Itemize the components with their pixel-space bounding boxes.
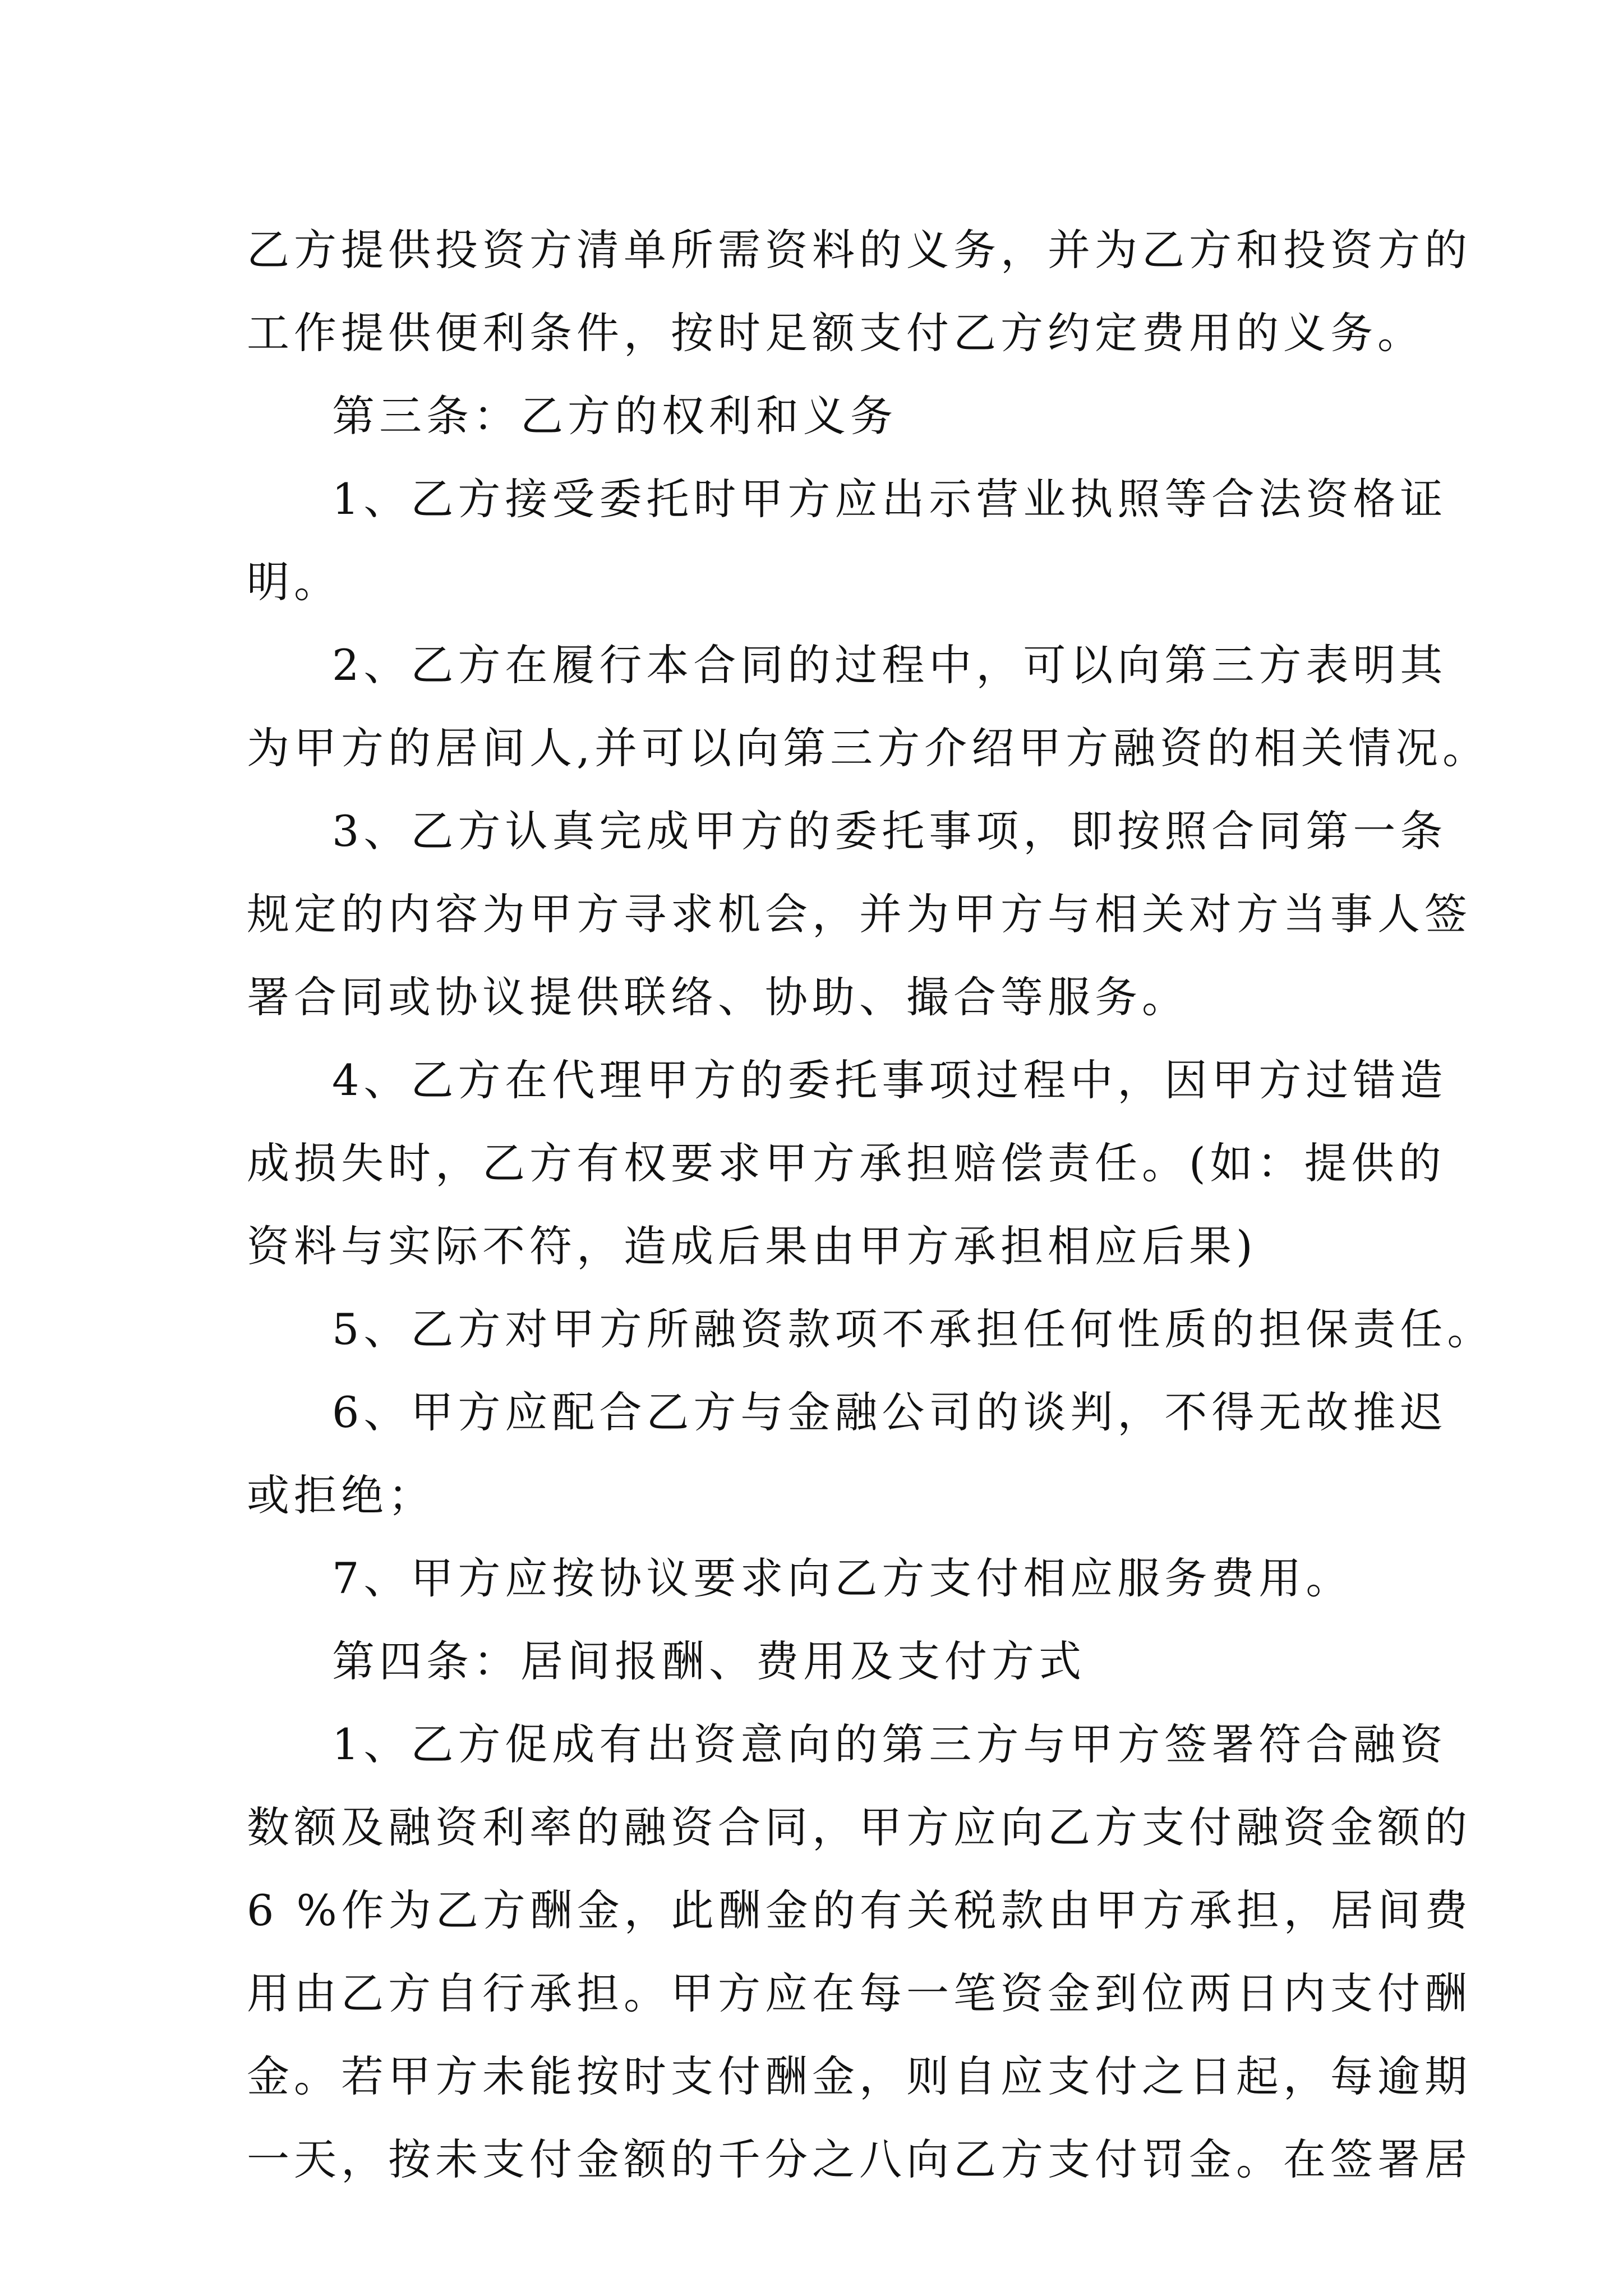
- text-line: 6 %作为乙方酬金，此酬金的有关税款由甲方承担，居间费: [247, 1885, 1472, 1935]
- text-line: 数额及融资利率的融资合同，甲方应向乙方支付融资金额的: [247, 1802, 1472, 1852]
- text-line: 或拒绝；: [247, 1470, 435, 1520]
- text-line: 工作提供便利条件，按时足额支付乙方约定费用的义务。: [247, 308, 1424, 358]
- text-line: 乙方提供投资方清单所需资料的义务，并为乙方和投资方的: [247, 225, 1472, 275]
- article-3-heading: 第三条：乙方的权利和义务: [332, 391, 897, 441]
- text-line: 规定的内容为甲方寻求机会，并为甲方与相关对方当事人签: [247, 889, 1472, 939]
- text-line: 5、乙方对甲方所融资款项不承担任何性质的担保责任。: [332, 1304, 1495, 1354]
- text-line: 1、乙方接受委托时甲方应出示营业执照等合法资格证: [332, 474, 1447, 524]
- text-line: 6、甲方应配合乙方与金融公司的谈判，不得无故推迟: [332, 1387, 1447, 1437]
- contract-body-text: [247, 209, 1495, 2201]
- text-line: 2、乙方在履行本合同的过程中，可以向第三方表明其: [332, 640, 1447, 690]
- article-4-heading: 第四条：居间报酬、费用及支付方式: [332, 1636, 1086, 1686]
- text-line: 金。若甲方未能按时支付酬金，则自应支付之日起，每逾期: [247, 2051, 1472, 2101]
- text-line: 成损失时，乙方有权要求甲方承担赔偿责任。(如：提供的: [247, 1138, 1446, 1188]
- text-line: 署合同或协议提供联络、协助、撮合等服务。: [247, 972, 1189, 1022]
- text-line: 明。: [247, 557, 341, 607]
- text-line: 7、甲方应按协议要求向乙方支付相应服务费用。: [332, 1553, 1353, 1603]
- text-line: 1、乙方促成有出资意向的第三方与甲方签署符合融资: [332, 1719, 1447, 1769]
- text-line: 3、乙方认真完成甲方的委托事项，即按照合同第一条: [332, 806, 1447, 856]
- text-line: 一天，按未支付金额的千分之八向乙方支付罚金。在签署居: [247, 2134, 1472, 2184]
- text-line: 用由乙方自行承担。甲方应在每一笔资金到位两日内支付酬: [247, 1968, 1472, 2018]
- text-line: 为甲方的居间人,并可以向第三方介绍甲方融资的相关情况。: [247, 723, 1490, 773]
- text-line: 4、乙方在代理甲方的委托事项过程中，因甲方过错造: [332, 1055, 1447, 1105]
- text-line: 资料与实际不符，造成后果由甲方承担相应后果): [247, 1221, 1257, 1271]
